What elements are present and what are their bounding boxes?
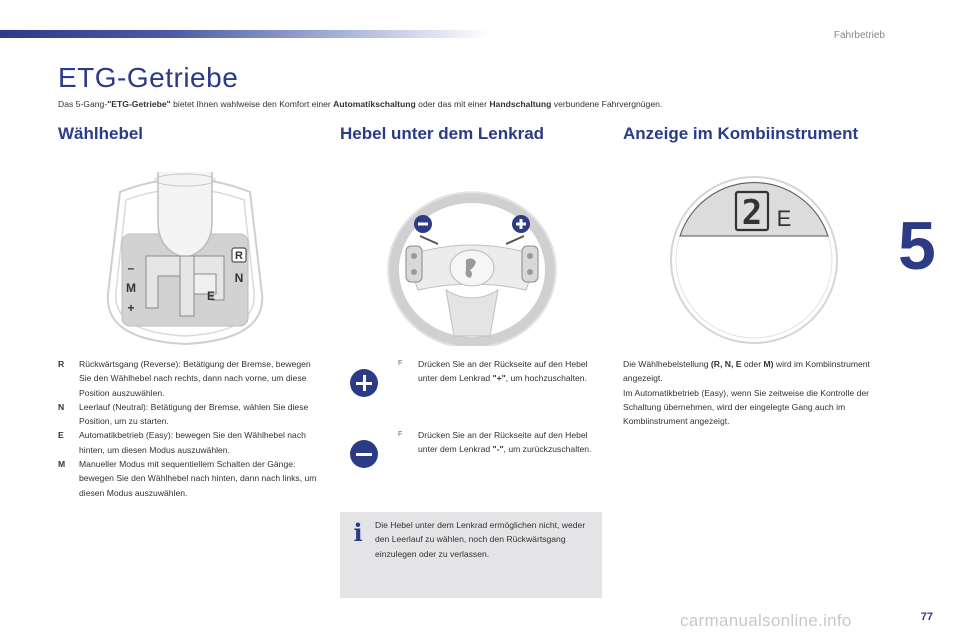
steering-wheel-illustration bbox=[386, 186, 558, 346]
page-title: ETG-Getriebe bbox=[58, 62, 239, 93]
watermark: carmanualsonline.info bbox=[680, 611, 852, 630]
anzeige-heading: Anzeige im Kombiinstrument bbox=[623, 124, 859, 143]
gate-label-e: E bbox=[206, 289, 216, 303]
info-box bbox=[340, 512, 602, 598]
instrument-display-illustration bbox=[668, 174, 840, 346]
legend-item-n: N Leerlauf (Neutral): Betätigung der Bremse, wählen Sie diese Position, um zu starten. bbox=[58, 401, 309, 427]
info-icon: i bbox=[353, 518, 363, 547]
page-number: 77 bbox=[920, 611, 933, 623]
gate-label-r: R bbox=[235, 250, 243, 262]
display-gear: 2 bbox=[741, 193, 763, 233]
lenkrad-heading: Hebel unter dem Lenkrad bbox=[340, 124, 545, 143]
upshift-instruction: F Drücken Sie an der Rückseite auf den Hebel unter dem Lenkrad "+", um hochzuschalten. bbox=[398, 359, 588, 384]
info-text: Die Hebel unter dem Lenkrad ermöglichen nicht, weder den Leerlauf zu wählen, noch den Rückwärtsgang einzulegen oder zu verlassen. bbox=[375, 520, 586, 559]
gate-label-n: N bbox=[234, 271, 244, 285]
section-label: Fahrbetrieb bbox=[833, 30, 885, 41]
downshift-instruction: F Drücken Sie an der Rückseite auf den Hebel unter dem Lenkrad "-", um zurückzuschalten. bbox=[398, 430, 592, 455]
intro-text: Das 5-Gang-"ETG-Getriebe" bietet Ihnen wahlweise den Komfort einer Automatikschaltung oder das mit einer Handschaltung verbundene Fahrvergnügen. bbox=[58, 99, 663, 109]
gear-selector-illustration bbox=[100, 172, 270, 348]
display-mode: E bbox=[776, 206, 792, 231]
wahlhebel-heading: Wählhebel bbox=[58, 124, 144, 143]
legend-item-e: E Automatikbetrieb (Easy): bewegen Sie den Wählhebel nach hinten, um diesen Modus auszuwählen. bbox=[58, 430, 306, 455]
gear-legend bbox=[58, 357, 320, 500]
display-description: Die Wählhebelstellung (R, N, E oder M) wird im Kombiinstrument angezeigt. Im Automatikbetrieb (Easy), wenn Sie zeitweise die Kontrolle der Schaltung übernehmen, wird der eingelegte Gang auch im Kombiinstrument angezeigt. bbox=[623, 359, 870, 427]
header-bar bbox=[0, 30, 490, 38]
minus-icon bbox=[350, 440, 378, 468]
legend-item-r: R Rückwärtsgang (Reverse): Betätigung der Bremse, bewegen Sie den Wählhebel nach rechts, dann nach vorne, um diese Position auszuwählen. bbox=[58, 359, 311, 398]
plus-icon bbox=[350, 369, 378, 397]
gate-label-minus: – bbox=[127, 261, 135, 275]
gate-label-plus: + bbox=[127, 301, 135, 315]
chapter-number: 5 bbox=[898, 208, 936, 284]
gate-label-m: M bbox=[126, 281, 136, 295]
legend-item-m: M Manueller Modus mit sequentiellem Schalten der Gänge: bewegen Sie den Wählhebel nach hinten, dann nach links, um diesen Modus auszuwählen. bbox=[58, 459, 317, 498]
